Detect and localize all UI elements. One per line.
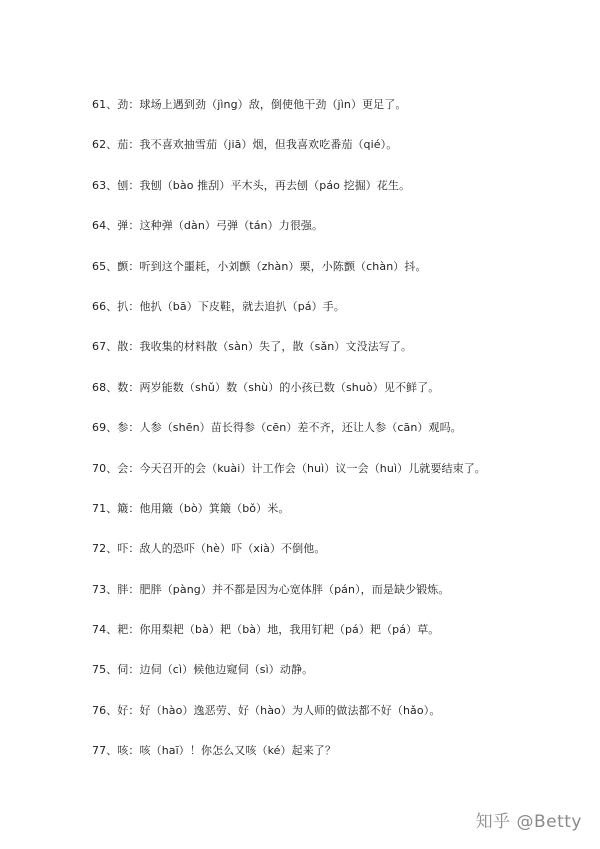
list-item: 67、散：我收集的材料散（sàn）失了，散（sǎn）文没法写了。: [92, 340, 413, 354]
list-item: 71、簸：他用簸（bò）箕簸（bǒ）米。: [92, 501, 290, 515]
list-item: 73、胖：肥胖（pàng）并不都是因为心宽体胖（pán），而是缺少锻炼。: [92, 582, 450, 596]
list-item: 64、弹：这种弹（dàn）弓弹（tán）力很强。: [92, 219, 324, 233]
list-item: 75、伺：边伺（cì）候他边窥伺（sì）动静。: [92, 663, 314, 677]
list-item: 77、咳：咳（haī）！你怎么又咳（ké）起来了？: [92, 744, 337, 758]
list-item: 70、会：今天召开的会（kuài）计工作会（huì）议一会（huì）儿就要结束了。: [92, 461, 486, 475]
list-item: 62、茄：我不喜欢抽雪茄（jiā）烟，但我喜欢吃番茄（qié）。: [92, 138, 398, 152]
list-item: 74、耙：你用梨耙（bà）耙（bà）地，我用钉耙（pá）耙（pá）草。: [92, 623, 440, 637]
list-item: 65、颤：听到这个噩耗，小刘颤（zhàn）栗，小陈颤（chàn）抖。: [92, 259, 427, 273]
watermark: 知乎 @Betty: [475, 812, 582, 832]
list-item: 63、刨：我刨（bào 推刮）平木头，再去刨（páo 挖掘）花生。: [92, 178, 411, 192]
list-item: 61、劲：球场上遇到劲（jìng）敌，倒使他干劲（jìn）更足了。: [92, 98, 407, 111]
list-item: 66、扒：他扒（bā）下皮鞋，就去追扒（pá）手。: [92, 299, 345, 313]
list-item: 69、参：人参（shēn）苗长得参（cēn）差不齐，还让人参（cān）观吗。: [92, 421, 462, 435]
list-item: 68、数：两岁能数（shǔ）数（shù）的小孩已数（shuò）见不鲜了。: [92, 380, 440, 394]
entry-list: [92, 98, 582, 785]
list-item: 72、吓：敌人的恐吓（hè）吓（xià）不倒他。: [92, 542, 326, 556]
list-item: 76、好：好（hào）逸恶劳、好（hào）为人师的做法都不好（hǎo）。: [92, 703, 441, 717]
